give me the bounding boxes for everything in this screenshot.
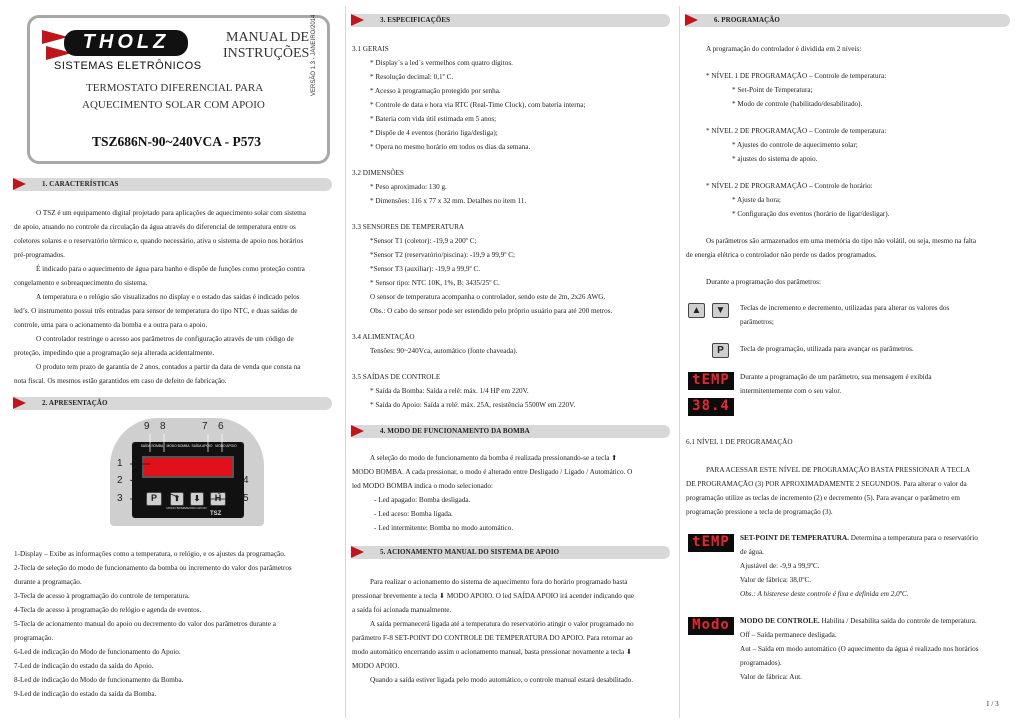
manual-title: MANUAL DE <box>226 30 310 45</box>
text-line: de energia elétrica o controlador não perde os dados programados. <box>686 251 877 259</box>
callout-number: 6 <box>218 421 224 432</box>
text-line: O produto tem prazo de garantia de 2 anos, contados a partir da data de venda que consta na <box>36 363 301 371</box>
text-line: * Set-Point de Temperatura; <box>732 86 813 94</box>
led-label: SAÍDA SOMBA <box>140 444 164 448</box>
text-line: 6-Led de indicação do Modo de funcionamento do Apoio. <box>14 648 181 656</box>
version-label: VERSÃO 1.3 - JANEIRO/2014 <box>311 14 317 96</box>
text-line: A programação do controlador é dividida em 2 níveis: <box>706 45 862 53</box>
section-header: 5. ACIONAMENTO MANUAL DO SISTEMA DE APOIO <box>352 546 670 559</box>
text-line: *Sensor T2 (reservatório/piscina): -19,9 a 99,9º C; <box>370 251 516 259</box>
text-line: PARA ACESSAR ESTE NÍVEL DE PROGRAMAÇÃO BASTA PRESSIONAR A TECLA <box>706 466 971 474</box>
text-line: A seleção do modo de funcionamento da bomba é realizada pressionando-se a tecla ⬆ <box>370 454 618 462</box>
text-line: O sensor de temperatura acompanha o controlador, sendo este de 2m, 2x26 AWG. <box>370 293 606 301</box>
callout-number: 9 <box>144 421 150 432</box>
text-line: durante a programação. <box>14 578 82 586</box>
text-line: proteção, impedindo que a programação seja alterada acidentalmente. <box>14 349 215 357</box>
lcd-temp-display: tEMP <box>688 372 734 390</box>
text-line: controle, uma para o acionamento da bomba e a outra para o apoio. <box>14 321 208 329</box>
lcd-temp-display: tEMP <box>688 534 734 552</box>
text-line: DE PROGRAMAÇÃO (3) POR APROXIMADAMENTE 2 SEGUNDOS. Para alterar o valor da <box>686 480 967 488</box>
setpoint-title: SET-POINT DE TEMPERATURA. Determina a temperatura para o reservatório <box>740 534 978 542</box>
text-line: pré-programados. <box>14 251 65 259</box>
led-label: MODO BOMBA <box>166 444 190 448</box>
display-description: intermitentemente com o seu valor. <box>740 387 842 395</box>
text-line: Para realizar o acionamento do sistema de aquecimento fora do horário programado basta <box>370 578 628 586</box>
text-line: nota fiscal. Os mesmos estão garantidos em caso de defeito de fabricação. <box>14 377 227 385</box>
text-line: MODO BOMBA. A cada pressionar, o modo é alterado entre Desligado / Ligado / Automático. O <box>352 468 633 476</box>
callout-lines <box>110 418 264 526</box>
modo-default: Valor de fábrica: Aut. <box>740 673 802 681</box>
text-line: 4-Tecla de acesso à programação do relógio e agenda de eventos. <box>14 606 202 614</box>
text-line: 1-Display – Exibe as informações como a temperatura, o relógio, e os ajustes da programação. <box>14 550 286 558</box>
text-line: *Sensor T1 (coletor): -19,9 a 200º C; <box>370 237 477 245</box>
text-line: O controlador restringe o acesso aos parâmetros de configuração através de um código de <box>36 335 294 343</box>
text-line: * NÍVEL 1 DE PROGRAMAÇÃO – Controle de temperatura: <box>706 72 887 80</box>
text-line: - Led apagado: Bomba desligada. <box>374 496 471 504</box>
text-line: 3-Tecla de acesso à programação do controle de temperatura. <box>14 592 190 600</box>
text-line: 5-Tecla de acionamento manual do apoio ou decremento do valor dos parâmetros durante a <box>14 620 276 628</box>
text-line: * NÍVEL 2 DE PROGRAMAÇÃO – Controle de horário: <box>706 182 873 190</box>
keys-description: Teclas de incremento e decremento, utilizadas para alterar os valores dos <box>740 304 950 312</box>
down-key-icon: ▼ <box>712 303 729 318</box>
text-line: parâmetro F-8 SET-POINT DO CONTROLE DE TEMPERATURA DO APOIO. Para retornar ao <box>352 634 633 642</box>
text-line: * Modo de controle (habilitado/desabilitado). <box>732 100 863 108</box>
text-line: Tensões: 90~240Vca, automático (fonte chaveada). <box>370 347 518 355</box>
callout-number: 3 <box>117 493 123 504</box>
column-divider <box>345 6 346 718</box>
section-header: 4. MODO DE FUNCIONAMENTO DA BOMBA <box>352 425 670 438</box>
callout-number: 2 <box>117 475 123 486</box>
text-line: * Dispõe de 4 eventos (horário liga/desliga); <box>370 129 498 137</box>
key-label: MODO APOIO <box>187 506 207 510</box>
text-line: 3.1 GERAIS <box>352 45 389 53</box>
brand-subtitle: SISTEMAS ELETRÔNICOS <box>54 60 202 72</box>
text-line: * Bateria com vida útil estimada em 5 anos; <box>370 115 497 123</box>
text-line: 7-Led de indicação do estado da saída do Apoio. <box>14 662 154 670</box>
title-box <box>27 15 330 164</box>
product-model: TSZ686N-90~240VCA - P573 <box>92 134 262 149</box>
key-h: H <box>210 492 226 506</box>
callout-number: 4 <box>243 475 249 486</box>
text-line: * Ajuste da hora; <box>732 196 781 204</box>
section-header: 3. ESPECIFICAÇÕES <box>352 14 670 27</box>
manual-title: INSTRUÇÕES <box>223 46 310 61</box>
lcd-value-display: 38.4 <box>688 398 734 416</box>
keys-description: parâmetros; <box>740 318 774 326</box>
model-tag: TSZ <box>210 511 222 517</box>
text-line: congelamento e sobreaquecimento do sistema. <box>14 279 148 287</box>
text-line: Quando a saída estiver ligada pelo modo automático, o controle manual estará desabilitado. <box>370 676 634 684</box>
text-line: * Sensor tipo: NTC 10K, 1%, B: 3435/25º C. <box>370 279 500 287</box>
text-line: A saída permanecerá ligada até a temperatura do reservatório atingir o valor programado no <box>370 620 634 628</box>
text-line: 3.2 DIMENSÕES <box>352 169 404 177</box>
text-line: * Controle de data e hora via RTC (Real-Time Clock), com bateria interna; <box>370 101 586 109</box>
setpoint-note: Obs.: A histerese deste controle é fixa e definida em 2,0ºC. <box>740 590 909 598</box>
callout-number: 5 <box>243 493 249 504</box>
text-line: programação pressione a tecla de programação (3). <box>686 508 833 516</box>
text-line: 8-Led de indicação do Modo de funcionamento da Bomba. <box>14 676 184 684</box>
text-line: * Acesso à programação protegido por senha. <box>370 87 501 95</box>
text-line: * Opera no mesmo horário em todos os dias da semana. <box>370 143 531 151</box>
display-description: Durante a programação de um parâmetro, sua mensagem é exibida <box>740 373 932 381</box>
text-line: *Sensor T3 (auxiliar): -19,9 a 99,9º C. <box>370 265 481 273</box>
text-line: 3.3 SENSORES DE TEMPERATURA <box>352 223 465 231</box>
callout-number: 7 <box>202 421 208 432</box>
modo-title: MODO DE CONTROLE. Habilita / Desabilita saída do controle de temperatura. <box>740 617 977 625</box>
product-description: AQUECIMENTO SOLAR COM APOIO <box>82 99 265 111</box>
modo-aut: Aut – Saída em modo automático (O aquecimento da água é realizado nos horários <box>740 645 979 653</box>
text-line: led MODO BOMBA indica o modo selecionado: <box>352 482 493 490</box>
text-line: - Led aceso: Bomba ligada. <box>374 510 453 518</box>
setpoint-default: Valor de fábrica: 38,0ºC. <box>740 576 812 584</box>
key-label: MODO BOMBA <box>166 506 188 510</box>
section-header: 1. CARACTERÍSTICAS <box>14 178 332 191</box>
text-line: modo automático encerrando assim o acionamento manual, basta pressionar novamente a tecla ⬇ <box>352 648 633 656</box>
text-line: led’s. O instrumento possui três entradas para sensor de temperatura do tipo NTC, e duas saídas de <box>14 307 298 315</box>
text-line: * Saída da Bomba: Saída a relé: máx. 1/4 HP em 220V. <box>370 387 529 395</box>
key-down: ⬇ <box>190 492 204 506</box>
text-line: * Resolução decimal: 0,1º C. <box>370 73 454 81</box>
text-line: * Dimensões: 116 x 77 x 32 mm. Detalhes no item 11. <box>370 197 527 205</box>
text-line: Os parâmetros são armazenados em uma memória do tipo não volátil, ou seja, mesmo na falta <box>706 237 977 245</box>
callout-number: 8 <box>160 421 166 432</box>
text-line: a saída foi acionada manualmente. <box>352 606 452 614</box>
page-number: 1 / 3 <box>986 700 999 708</box>
text-line: 3.5 SAÍDAS DE CONTROLE <box>352 373 441 381</box>
text-line: coletores solares e o reservatório térmico e, quando necessário, ativa o sistema de apoio nos horários <box>14 237 304 245</box>
text-line: * Configuração dos eventos (horário de ligar/desligar). <box>732 210 890 218</box>
text-line: * Peso aproximado: 130 g. <box>370 183 447 191</box>
up-key-icon: ▲ <box>688 303 705 318</box>
text-line: A temperatura e o relógio são visualizados no display e o estado das saídas é indicado pelos <box>36 293 300 301</box>
key-p: P <box>146 492 162 506</box>
subsection-title: 6.1 NÍVEL 1 DE PROGRAMAÇÃO <box>686 438 793 446</box>
p-key-icon: P <box>712 343 729 358</box>
section-header: 6. PROGRAMAÇÃO <box>686 14 1010 27</box>
modo-off: Off – Saída permanece desligada. <box>740 631 837 639</box>
brand-logo-box <box>64 30 188 56</box>
modo-aut-cont: programados). <box>740 659 782 667</box>
text-line: de apoio, atuando no controle da circulação da água através do diferencial de temperatura entre os <box>14 223 296 231</box>
text-line: 2-Tecla de seleção do modo de funcionamento da bomba ou incremento do valor dos parâmetros <box>14 564 292 572</box>
lcd-modo-display: Modo <box>688 617 734 635</box>
text-line: MODO APOIO. <box>352 662 400 670</box>
text-line: * NÍVEL 2 DE PROGRAMAÇÃO – Controle de temperatura: <box>706 127 887 135</box>
setpoint-text: de água. <box>740 548 764 556</box>
text-line: * ajustes do sistema de apoio. <box>732 155 818 163</box>
text-line: pressionar brevemente a tecla ⬇ MODO APOIO. O led SAÍDA APOIO irá acender indicando que <box>352 592 635 600</box>
callout-number: 1 <box>117 458 123 469</box>
setpoint-range: Ajustável de: -9,9 a 99,9ºC. <box>740 562 820 570</box>
text-line: * Ajustes do controle de aquecimento solar; <box>732 141 858 149</box>
text-line: programação. <box>14 634 54 642</box>
text-line: 9-Led de indicação do estado da saída da Bomba. <box>14 690 157 698</box>
text-line: O TSZ é um equipamento digital projetado para aplicações de aquecimento solar com sistema <box>36 209 306 217</box>
p-key-description: Tecla de programação, utilizada para avançar os parâmetros. <box>740 345 914 353</box>
text-line: Obs.: O cabo do sensor pode ser estendido pelo próprio usuário para até 200 metros. <box>370 307 613 315</box>
text-line: É indicado para o aquecimento de água para banho e dispõe de funções como proteção contra <box>36 265 305 273</box>
product-description: TERMOSTATO DIFERENCIAL PARA <box>86 82 264 94</box>
text-line: - Led intermitente: Bomba no modo automático. <box>374 524 514 532</box>
text-line: * Display´s a led´s vermelhos com quatro dígitos. <box>370 59 513 67</box>
text-line: * Saída do Apoio: Saída a relé: máx. 25A, resistência 5500W em 220V. <box>370 401 576 409</box>
column-divider <box>679 6 680 718</box>
section-header: 2. APRESENTAÇÃO <box>14 397 332 410</box>
led-label: SAÍDA APOIO <box>191 444 213 448</box>
key-up: ⬆ <box>170 492 184 506</box>
text-line: programação utilize as teclas de incremento (2) e decremento (5). Para avançar o parâmetro em <box>686 494 960 502</box>
text-line: 3.4 ALIMENTAÇÃO <box>352 333 415 341</box>
brand-name: THOLZ <box>82 31 170 54</box>
led-label: MODO APOIO <box>215 444 237 448</box>
text-line: Durante a programação dos parâmetros: <box>706 278 821 286</box>
